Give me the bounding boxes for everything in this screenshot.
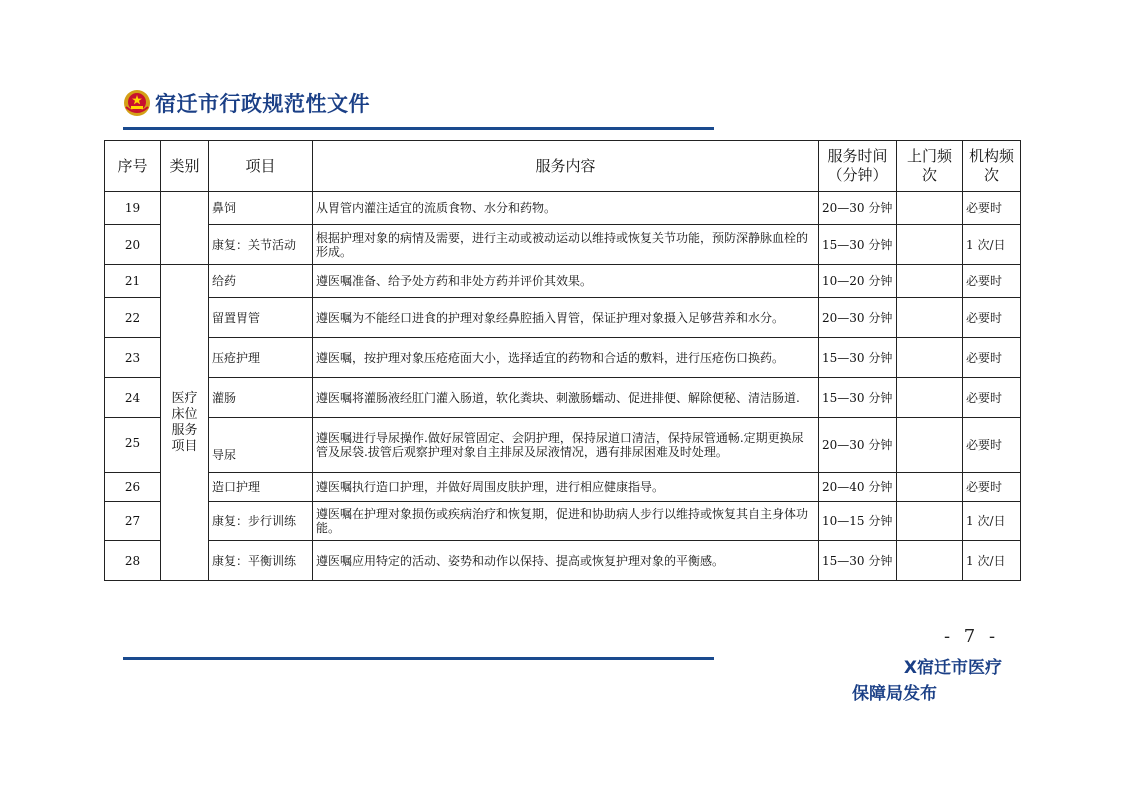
header-title: 宿迁市行政规范性文件	[155, 92, 370, 116]
page-number: - 7 -	[944, 626, 1000, 647]
row-no: 28	[105, 541, 161, 581]
table-row	[105, 418, 1021, 473]
row-home-freq	[897, 192, 963, 225]
row-item: 给药	[209, 265, 313, 298]
row-home-freq	[897, 473, 963, 502]
col-inst-freq: 机构频次	[963, 141, 1021, 192]
row-no: 27	[105, 502, 161, 541]
row-category-medical-bed	[161, 265, 209, 581]
row-time: 15—30 分钟	[819, 541, 897, 581]
row-home-freq	[897, 502, 963, 541]
category-label: 医疗床位服务项目	[171, 390, 198, 454]
service-table	[104, 140, 1021, 581]
row-time: 15—30 分钟	[819, 378, 897, 418]
col-time-line1: 服务时间	[827, 147, 888, 165]
table-row	[105, 473, 1021, 502]
table-row	[105, 225, 1021, 265]
col-content: 服务内容	[313, 141, 819, 192]
row-home-freq	[897, 225, 963, 265]
footer-rule	[123, 657, 714, 660]
publisher-line1: X宿迁市医疗	[903, 658, 1002, 678]
row-content: 从胃管内灌注适宜的流质食物、水分和药物。	[313, 192, 819, 225]
row-inst-freq: 必要时	[963, 298, 1021, 338]
row-content: 遵医嘱执行造口护理，并做好周围皮肤护理，进行相应健康指导。	[313, 473, 819, 502]
row-inst-freq: 1 次/日	[963, 502, 1021, 541]
row-item: 鼻饲	[209, 192, 313, 225]
col-time-line2: （分钟）	[827, 166, 888, 184]
row-time: 20—30 分钟	[819, 418, 897, 473]
row-category-empty	[161, 192, 209, 265]
row-no: 24	[105, 378, 161, 418]
col-time	[819, 141, 897, 192]
row-content: 遵医嘱进行导尿操作.做好尿管固定、会阴护理，保持尿道口清洁，保持尿管通畅.定期更换尿 管及尿袋.拔管后观察护理对象自主排尿及尿液情况，遇有排尿困难及时处理。	[313, 418, 819, 473]
row-home-freq	[897, 338, 963, 378]
row-time: 15—30 分钟	[819, 225, 897, 265]
table-row	[105, 502, 1021, 541]
row-inst-freq: 必要时	[963, 473, 1021, 502]
table-row	[105, 338, 1021, 378]
row-no: 19	[105, 192, 161, 225]
row-time: 10—15 分钟	[819, 502, 897, 541]
row-item: 压疮护理	[209, 338, 313, 378]
table-header-row	[105, 141, 1021, 192]
col-category: 类别	[161, 141, 209, 192]
row-time: 20—40 分钟	[819, 473, 897, 502]
header-rule	[123, 127, 714, 130]
row-item: 造口护理	[209, 473, 313, 502]
publisher-stamp	[852, 655, 1002, 707]
row-content: 遵医嘱在护理对象损伤或疾病治疗和恢复期，促进和协助病人步行以维持或恢复其自主身体功能。	[313, 502, 819, 541]
row-content: 遵医嘱，按护理对象压疮疮面大小，选择适宜的药物和合适的敷料，进行压疮伤口换药。	[313, 338, 819, 378]
row-time: 15—30 分钟	[819, 338, 897, 378]
row-inst-freq: 必要时	[963, 338, 1021, 378]
col-item: 项目	[209, 141, 313, 192]
row-inst-freq: 必要时	[963, 192, 1021, 225]
table-row	[105, 541, 1021, 581]
row-home-freq	[897, 378, 963, 418]
row-no: 20	[105, 225, 161, 265]
row-inst-freq: 1 次/日	[963, 541, 1021, 581]
table-row	[105, 265, 1021, 298]
col-home-freq: 上门频次	[897, 141, 963, 192]
row-time: 10—20 分钟	[819, 265, 897, 298]
row-home-freq	[897, 265, 963, 298]
row-item: 康复：步行训练	[209, 502, 313, 541]
row-content: 遵医嘱将灌肠液经肛门灌入肠道，软化粪块、刺激肠蠕动、促进排便、解除便秘、清洁肠道.	[313, 378, 819, 418]
row-item: 留置胃管	[209, 298, 313, 338]
col-no: 序号	[105, 141, 161, 192]
table-row	[105, 298, 1021, 338]
row-time: 20—30 分钟	[819, 298, 897, 338]
row-home-freq	[897, 541, 963, 581]
row-no: 21	[105, 265, 161, 298]
row-content: 遵医嘱准备、给予处方药和非处方药并评价其效果。	[313, 265, 819, 298]
row-home-freq	[897, 298, 963, 338]
row-content: 根据护理对象的病情及需要，进行主动或被动运动以维持或恢复关节功能，预防深静脉血栓的形成。	[313, 225, 819, 265]
row-item: 灌肠	[209, 378, 313, 418]
row-inst-freq: 1 次/日	[963, 225, 1021, 265]
row-content: 遵医嘱为不能经口进食的护理对象经鼻腔插入胃管，保证护理对象摄入足够营养和水分。	[313, 298, 819, 338]
table-row	[105, 378, 1021, 418]
table-row	[105, 192, 1021, 225]
row-inst-freq: 必要时	[963, 418, 1021, 473]
row-item: 康复：关节活动	[209, 225, 313, 265]
document-header	[123, 86, 370, 120]
row-item: 导尿	[209, 418, 313, 473]
row-inst-freq: 必要时	[963, 378, 1021, 418]
publisher-line2: 保障局发布	[852, 684, 937, 704]
row-home-freq	[897, 418, 963, 473]
row-time: 20—30 分钟	[819, 192, 897, 225]
row-content: 遵医嘱应用特定的活动、姿势和动作以保持、提高或恢复护理对象的平衡感。	[313, 541, 819, 581]
row-no: 26	[105, 473, 161, 502]
row-no: 22	[105, 298, 161, 338]
row-item: 康复：平衡训练	[209, 541, 313, 581]
row-no: 23	[105, 338, 161, 378]
row-no: 25	[105, 418, 161, 473]
row-inst-freq: 必要时	[963, 265, 1021, 298]
national-emblem-icon	[123, 89, 151, 117]
